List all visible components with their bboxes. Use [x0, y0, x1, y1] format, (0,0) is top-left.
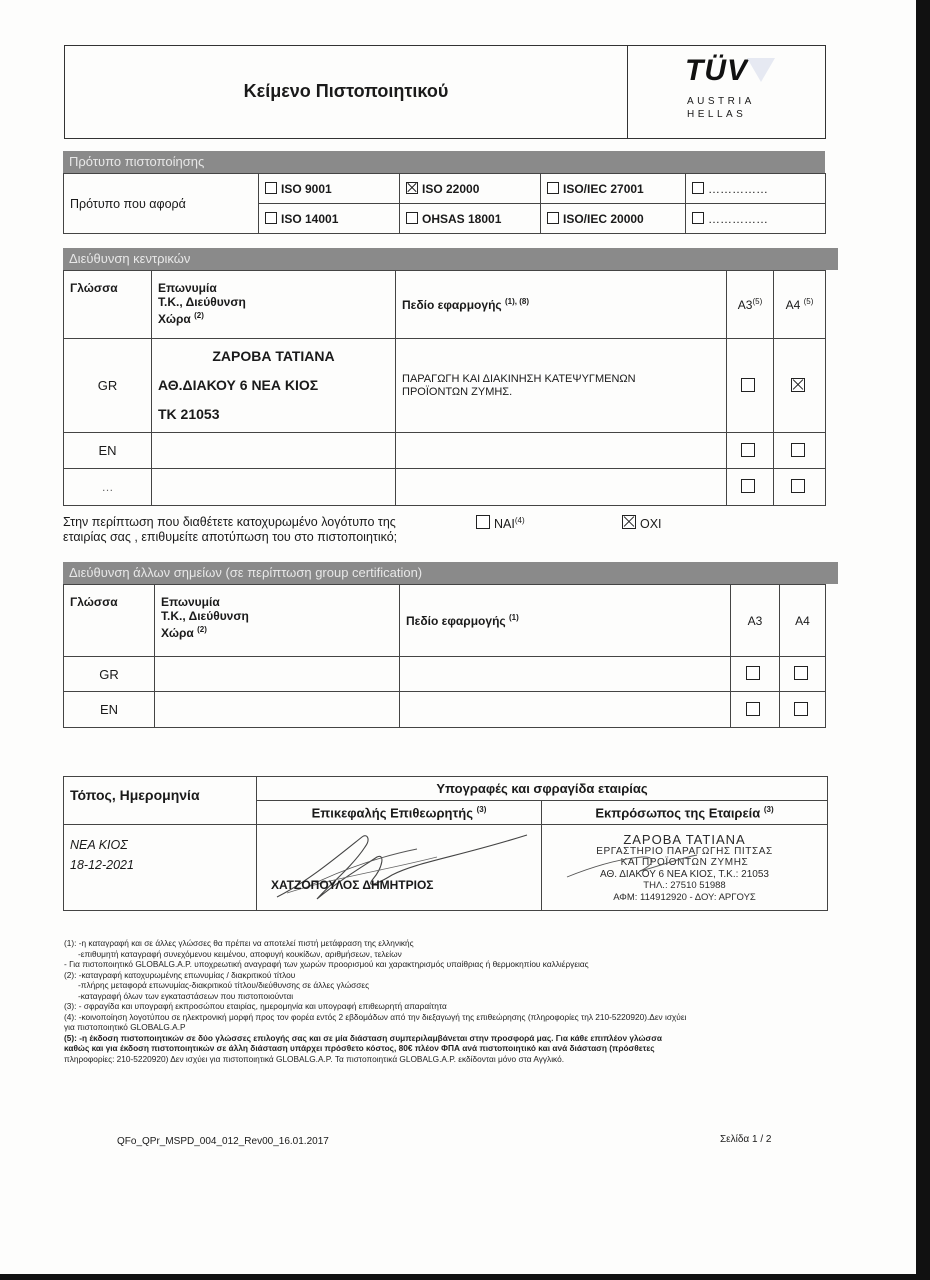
date-value: 18-12-2021 — [70, 858, 134, 872]
other-section-title: Διεύθυνση άλλων σημείων (σε περίπτωση group certification) — [69, 565, 423, 580]
hq-row-en-lang: EN — [64, 433, 152, 469]
standard-iso9001[interactable]: ISO 9001 — [259, 174, 400, 204]
header-divider — [627, 46, 628, 138]
logo-question-line2: εταιρίας σας , επιθυμείτε αποτύπωση του στο πιστοποιητικό; — [63, 530, 398, 544]
standard-ohsas18001-checkbox[interactable] — [406, 212, 418, 224]
standards-section-title: Πρότυπο πιστοποίησης — [69, 154, 205, 169]
document-title: Κείμενο Πιστοποιητικού — [243, 81, 449, 101]
footnote-line: για πιστοποιητικό GLOBALG.A.P — [64, 1022, 186, 1032]
hq-col-name: Επωνυμία Τ.Κ., Διεύθυνση Χώρα $^{(2)}$ — [152, 271, 396, 339]
page-number: Σελίδα 1 / 2 — [720, 1134, 772, 1145]
standard-isoiec20000-checkbox[interactable] — [547, 212, 559, 224]
other-col-a4: A4 — [780, 585, 826, 657]
hq-row-gr-scope[interactable]: ΠΑΡΑΓΩΓΗ ΚΑΙ ΔΙΑΚΙΝΗΣΗ ΚΑΤΕΨΥΓΜΕΝΩΝ ΠΡΟΪΟΝΤΩΝ ΖΥΜΗΣ. — [396, 339, 727, 433]
footnote-line: -επιθυμητή καταγραφή συνεχόμενου κειμένου, αποφυγή κουκίδων, αριθμήσεων, τελείων — [78, 948, 402, 959]
place-date-cell[interactable] — [64, 825, 257, 911]
inspector-signature-cell[interactable] — [257, 825, 542, 911]
footnote-line: πληροφορίες: 210-5220920) Δεν ισχύει για πιστοποιητικά GLOBALG.A.P. Τα πιστοποιητικά GLOBALG.A.P. εκδίδονται μόνο στα Αγγλικό. — [64, 1053, 565, 1064]
other-row-en-a4[interactable] — [780, 692, 826, 728]
other-row-gr-lang: GR — [64, 657, 155, 692]
inspector-signature-graphic — [267, 827, 547, 909]
hq-row-gr-a3-checkbox[interactable] — [741, 378, 755, 392]
tuv-logo-mark: TÜV — [685, 54, 748, 87]
other-row-en-a4-checkbox[interactable] — [794, 702, 808, 716]
footnotes — [64, 938, 824, 1064]
hq-row-gr-a4[interactable] — [774, 339, 826, 433]
other-row-gr-scope[interactable] — [400, 657, 731, 692]
company-rep-label: Εκπρόσωπος της Εταιρεία $^{(3)}$ — [542, 801, 828, 825]
logo-no-checkbox[interactable] — [622, 515, 636, 529]
inspector-name: ΧΑΤΖΟΠΟΥΛΟΣ ΔΗΜΗΤΡΙΟΣ — [271, 878, 434, 892]
hq-row-gr-lang: GR — [64, 339, 152, 433]
hq-row-more-scope[interactable] — [396, 469, 727, 506]
tuv-logo-triangle — [747, 58, 775, 82]
hq-table — [63, 270, 826, 506]
standards-table — [63, 173, 826, 234]
tuv-logo — [685, 54, 805, 130]
hq-row-en-name[interactable] — [152, 433, 396, 469]
hq-col-a4: A4 $^{(5)}$ — [774, 271, 826, 339]
footnote-line: - Για πιστοποιητικό GLOBALG.A.P. υποχρεωτική αναγραφή των χωρών προορισμού και χαρακτηρισμός υπαίθριας ή θερμοκηπίου καλλιέργειας — [64, 959, 589, 969]
standard-isoiec20000[interactable]: ISO/IEC 20000 — [541, 204, 686, 234]
hq-row-en-scope[interactable] — [396, 433, 727, 469]
logo-yes-option[interactable]: ΝΑΙ$^{(4)}$ — [476, 515, 525, 531]
other-row-gr-a3-checkbox[interactable] — [746, 666, 760, 680]
table-row — [64, 657, 826, 692]
other-row-en-a3[interactable] — [731, 692, 780, 728]
standard-other-2[interactable]: …………… — [686, 204, 826, 234]
table-row — [64, 339, 826, 433]
header-box — [64, 45, 826, 139]
other-row-gr-name[interactable] — [155, 657, 400, 692]
other-row-gr-a4-checkbox[interactable] — [794, 666, 808, 680]
company-stamp: ΖΑΡΟΒΑ ΤΑΤΙΑΝΑ ΕΡΓΑΣΤΗΡΙΟ ΠΑΡΑΓΩΓΗΣ ΠΙΤΣΑΣ ΚΑΙ ΠΡΟΪΟΝΤΩΝ ΖΥΜΗΣ ΑΘ. ΔΙΑΚΟΥ 6 ΝΕΑ ΚΙΟΣ, Τ.Κ.: 21053 ΤΗΛ.: 27510 51988 ΑΦΜ: 114912920 - ΔΟΥ: ΑΡΓΟΥΣ — [596, 832, 773, 903]
other-col-name: Επωνυμία Τ.Κ., Διεύθυνση Χώρα $^{(2)}$ — [155, 585, 400, 657]
hq-row-gr-a4-checkbox[interactable] — [791, 378, 805, 392]
standard-isoiec27001-checkbox[interactable] — [547, 182, 559, 194]
standard-iso14001-checkbox[interactable] — [265, 212, 277, 224]
standard-other-1[interactable]: …………… — [686, 174, 826, 204]
standards-section-header — [63, 151, 825, 173]
hq-row-more-a4-checkbox[interactable] — [791, 479, 805, 493]
hq-row-more-lang: … — [64, 469, 152, 506]
standards-row-label: Πρότυπο που αφορά — [64, 174, 259, 234]
other-col-scope: Πεδίο εφαρμογής $^{(1)}$ — [400, 585, 731, 657]
other-table — [63, 584, 826, 728]
logo-no-option[interactable]: ΟΧΙ — [622, 515, 662, 531]
footnote-line: (5): -η έκδοση πιστοποιητικών σε δύο γλώσσες επιλογής σας και σε μία διάσταση συμπεριλαμβάνεται στην προσφορά μας. Για κάθε επιπλέον γλώσσα — [64, 1032, 662, 1043]
other-row-en-scope[interactable] — [400, 692, 731, 728]
standard-iso9001-checkbox[interactable] — [265, 182, 277, 194]
tuv-logo-hellas: HELLAS — [687, 109, 747, 120]
table-row — [64, 469, 826, 506]
standard-other-2-checkbox[interactable] — [692, 212, 704, 224]
hq-row-gr-name[interactable]: ΖΑΡΟΒΑ ΤΑΤΙΑΝΑ ΑΘ.ΔΙΑΚΟΥ 6 ΝΕΑ ΚΙΟΣ ΤΚ 21053 — [152, 339, 396, 433]
hq-row-more-a4[interactable] — [774, 469, 826, 506]
footnote-line: (4): -κοινοποίηση λογοτύπου σε ηλεκτρονική μορφή προς τον φορέα εντός 2 εβδομάδων από την διεξαγωγή της επιθεώρησης (πληροφορίες τηλ 210-5220920).Δεν ισχύει — [64, 1011, 687, 1022]
footnote-line: -καταγραφή όλων των εγκαταστάσεων που πιστοποιούνται — [78, 990, 294, 1001]
other-row-gr-a3[interactable] — [731, 657, 780, 692]
hq-col-scope: Πεδίο εφαρμογής $^{(1), (8)}$ — [396, 271, 727, 339]
standard-isoiec27001[interactable]: ISO/IEC 27001 — [541, 174, 686, 204]
footnote-line: (2): -καταγραφή κατοχυρωμένης επωνυμίας / διακριτικού τίτλου — [64, 969, 296, 980]
hq-row-en-a4[interactable] — [774, 433, 826, 469]
signatures-header: Υπογραφές και σφραγίδα εταιρίας — [257, 777, 828, 801]
other-section-header — [63, 562, 838, 584]
standard-iso14001[interactable]: ISO 14001 — [259, 204, 400, 234]
other-row-en-lang: EN — [64, 692, 155, 728]
standard-ohsas18001[interactable]: OHSAS 18001 — [400, 204, 541, 234]
table-row — [64, 692, 826, 728]
logo-yes-checkbox[interactable] — [476, 515, 490, 529]
tuv-logo-austria: AUSTRIA — [687, 96, 755, 107]
footnote-line: (3): - σφραγίδα και υπογραφή εκπροσώπου εταιρίας, ημερομηνία και υπογραφή επιθεωρητή απαραίτητα — [64, 1001, 447, 1011]
other-row-en-name[interactable] — [155, 692, 400, 728]
footnote-line: -πλήρης μεταφορά επωνυμίας-διακριτικού τίτλου/διεύθυνσης σε άλλες γλώσσες — [78, 980, 370, 990]
hq-row-more-a3[interactable] — [727, 469, 774, 506]
company-signature-graphic — [562, 847, 702, 887]
footnote-line: καθώς και για έκδοση πιστοποιητικών σε άλλη διάσταση υπάρχει πρόσθετο κόστος, 80€ πλέον ΦΠΑ ανά πιστοποιητικό και ανά διάσταση (πρόσθετες — [64, 1043, 655, 1053]
hq-col-language: Γλώσσα — [64, 271, 152, 339]
logo-question — [63, 515, 397, 545]
other-col-a3: A3 — [731, 585, 780, 657]
signatures-table — [63, 776, 828, 911]
logo-question-line1: Στην περίπτωση που διαθέτετε κατοχυρωμένο λογότυπο της — [63, 515, 396, 529]
scan-edge-right — [916, 0, 930, 1280]
hq-section-header — [63, 248, 838, 270]
hq-row-gr-a3[interactable] — [727, 339, 774, 433]
hq-row-en-a3-checkbox[interactable] — [741, 443, 755, 457]
hq-row-en-a4-checkbox[interactable] — [791, 443, 805, 457]
company-stamp-cell[interactable] — [542, 825, 828, 911]
scan-edge-bottom — [0, 1274, 930, 1280]
other-col-language: Γλώσσα — [64, 585, 155, 657]
hq-row-en-a3[interactable] — [727, 433, 774, 469]
hq-row-more-name[interactable] — [152, 469, 396, 506]
footnote-line: (1): -η καταγραφή και σε άλλες γλώσσες θα πρέπει να αποτελεί πιστή μετάφραση της ελληνικής — [64, 938, 414, 948]
other-row-en-a3-checkbox[interactable] — [746, 702, 760, 716]
inspector-label: Επικεφαλής Επιθεωρητής $^{(3)}$ — [257, 801, 542, 825]
document-code: QFo_QPr_MSPD_004_012_Rev00_16.01.2017 — [117, 1136, 329, 1147]
hq-row-more-a3-checkbox[interactable] — [741, 479, 755, 493]
standard-iso22000-checkbox[interactable] — [406, 182, 418, 194]
hq-col-a3: A3$^{(5)}$ — [727, 271, 774, 339]
standard-iso22000[interactable]: ISO 22000 — [400, 174, 541, 204]
other-row-gr-a4[interactable] — [780, 657, 826, 692]
table-row — [64, 433, 826, 469]
place-date-label: Τόπος, Ημερομηνία — [64, 777, 257, 825]
hq-section-title: Διεύθυνση κεντρικών — [69, 251, 191, 266]
place-value: ΝΕΑ ΚΙΟΣ — [70, 838, 128, 852]
standard-other-1-checkbox[interactable] — [692, 182, 704, 194]
